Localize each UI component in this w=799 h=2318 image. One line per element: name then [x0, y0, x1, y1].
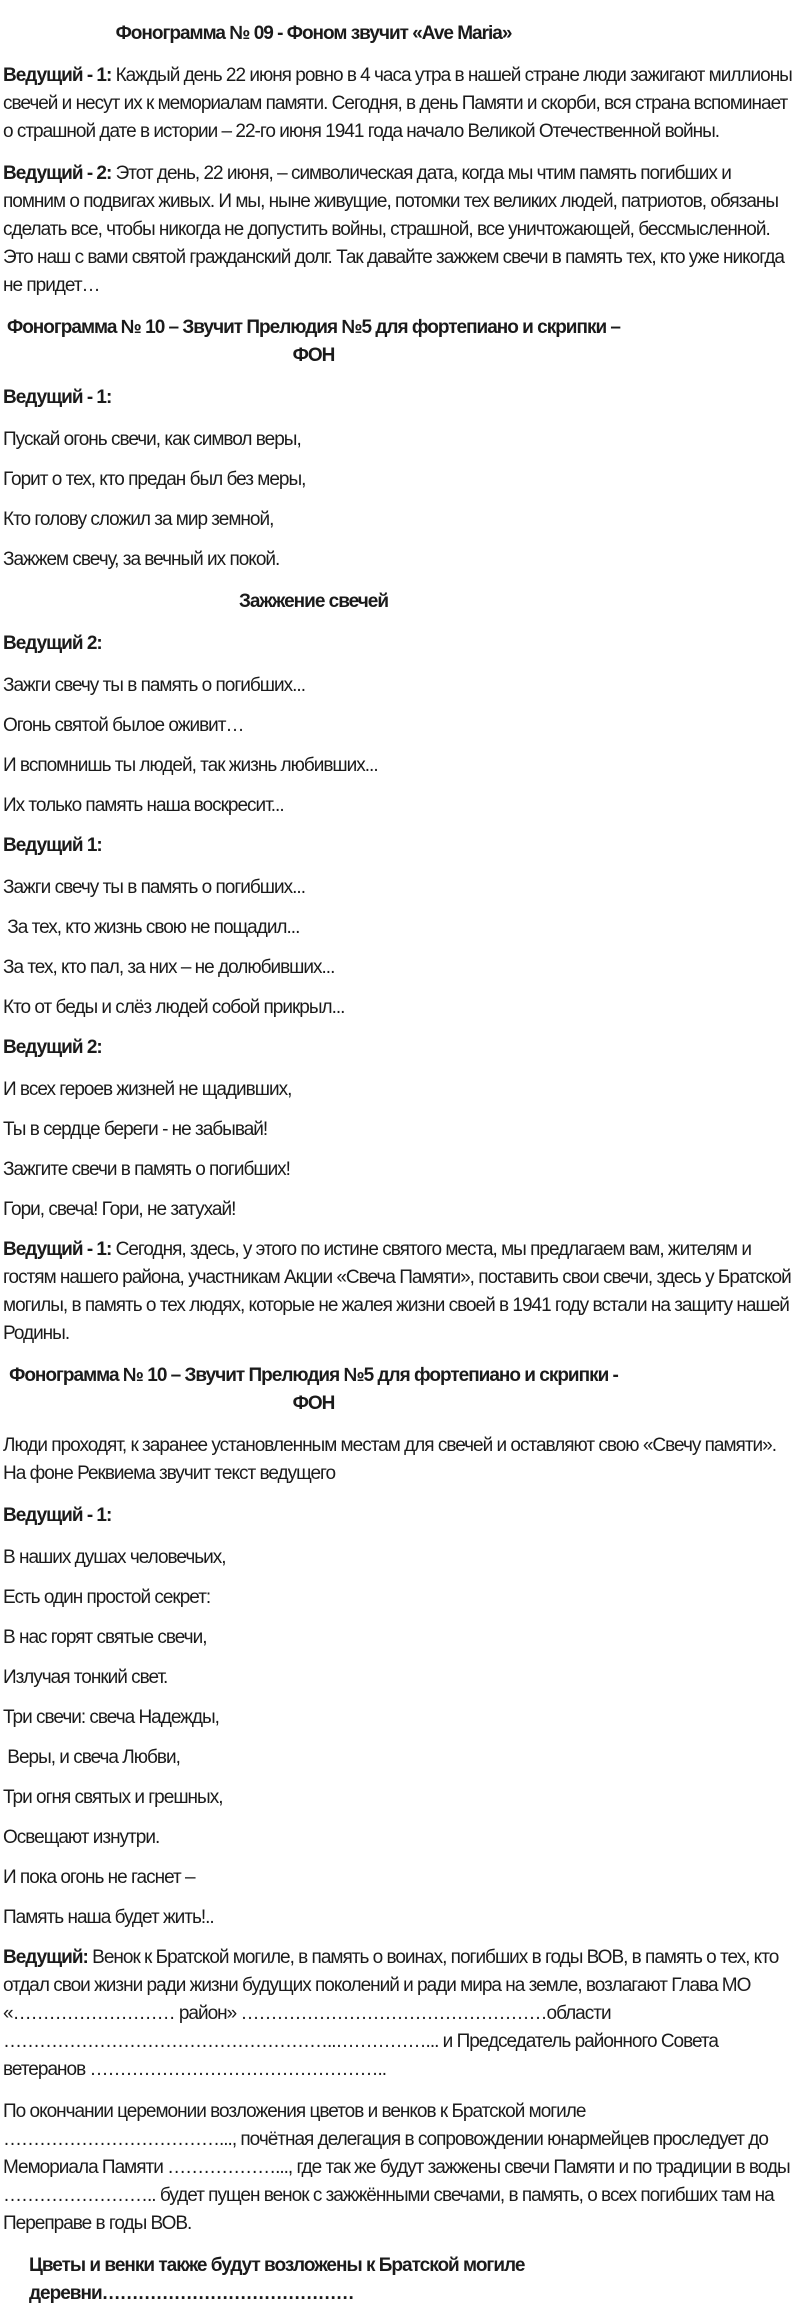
paragraph-text: В нас горят святые свечи, — [3, 1627, 207, 1648]
paragraph-text: Три огня святых и грешных, — [3, 1787, 223, 1808]
paragraph-text: За тех, кто жизнь свою не пощадил... — [3, 917, 300, 938]
poem-line — [3, 1544, 794, 1572]
paragraph-text: Есть один простой секрет: — [3, 1587, 211, 1608]
paragraph-text: Цветы и венки также будут возложены к Братской могиле деревни…………………………………… — [29, 2255, 529, 2304]
poem-line — [3, 874, 794, 902]
speaker-paragraph — [3, 832, 794, 860]
poem-line — [3, 466, 794, 494]
paragraph-text: Кто от беды и слёз людей собой прикрыл... — [3, 997, 345, 1018]
paragraph-text: Три свечи: свеча Надежды, — [3, 1707, 219, 1728]
speaker-paragraph — [3, 1432, 794, 1488]
paragraph-text: Зажги свечу ты в память о погибших... — [3, 877, 305, 898]
heading-text: Фонограмма № 10 – Звучит Прелюдия №5 для фортепиано и скрипки – ФОН — [6, 317, 625, 366]
poem-line — [3, 1784, 794, 1812]
speaker-label: Ведущий - 2: — [3, 163, 112, 184]
poem-line — [3, 1864, 794, 1892]
poem-line — [3, 1196, 794, 1224]
paragraph-text: Каждый день 22 июня ровно в 4 часа утра в нашей стране люди зажигают миллионы свечей и несут их к мемориалам памяти. Сегодня, в день Памяти и скорби, вся страна вспоминает о страшной дате в истории – 22-го июня 1941 года начало Великой Отечественной войны. — [3, 65, 797, 142]
speaker-paragraph — [3, 2098, 794, 2238]
paragraph-text: Гори, свеча! Гори, не затухай! — [3, 1199, 236, 1220]
poem-line — [3, 506, 794, 534]
paragraph-text: Веры, и свеча Любви, — [3, 1747, 180, 1768]
poem-line — [3, 1584, 794, 1612]
speaker-label: Ведущий - 1: — [3, 1239, 112, 1260]
poem-line — [3, 1744, 794, 1772]
paragraph-text: Их только память наша воскресит... — [3, 795, 284, 816]
paragraph-text: За тех, кто пал, за них – не долюбивших... — [3, 957, 335, 978]
poem-line — [3, 1704, 794, 1732]
poem-line — [3, 672, 794, 700]
speaker-label: Ведущий - 1: — [3, 65, 112, 86]
paragraph-text: Зажги свечу ты в память о погибших... — [3, 675, 305, 696]
speaker-label: Ведущий: — [3, 1947, 88, 1968]
section-heading — [3, 1362, 624, 1418]
speaker-label: Ведущий - 1: — [3, 387, 112, 408]
section-heading — [3, 20, 624, 48]
speaker-paragraph — [3, 384, 794, 412]
paragraph-text: И пока огонь не гаснет – — [3, 1867, 195, 1888]
paragraph-text: Сегодня, здесь, у этого по истине святого места, мы предлагаем вам, жителям и гостям нашего района, участникам Акции «Свеча Памяти», поставить свои свечи, здесь у Братской могилы, в память о тех людях, которые не жалея жизни своей в 1941 году встали на защиту нашей Родины. — [3, 1239, 796, 1344]
paragraph-text: По окончании церемонии возложения цветов и венков к Братской могиле ………………………………..., почётная делегация в сопровождении юнармейцев проследует до Мемориала Памяти ………………..., где так же будут зажжены свечи Памяти и по традиции в воды …………………….. будет пущен венок с зажжёнными свечами, в память, о всех погибших там на Переправе в годы ВОВ. — [3, 2101, 794, 2234]
poem-line — [3, 994, 794, 1022]
paragraph-text: Пускай огонь свечи, как символ веры, — [3, 429, 301, 450]
speaker-paragraph — [3, 1236, 794, 1348]
paragraph-text: И всех героев жизней не щадивших, — [3, 1079, 292, 1100]
paragraph-text: Кто голову сложил за мир земной, — [3, 509, 274, 530]
paragraph-text: Ты в сердце береги - не забывай! — [3, 1119, 268, 1140]
paragraph-text: Огонь святой былое оживит… — [3, 715, 244, 736]
poem-line — [3, 954, 794, 982]
speaker-label: Ведущий - 1: — [3, 1505, 112, 1526]
poem-line — [3, 426, 794, 454]
poem-line — [3, 792, 794, 820]
poem-line — [3, 712, 794, 740]
paragraph-text: Этот день, 22 июня, – символическая дата, когда мы чтим память погибших и помним о подвигах живых. И мы, ныне живущие, потомки тех великих людей, патриотов, обязаны сделать все, чтобы никогда не допустить войны, страшной, все уничтожающей, бессмысленной. Это наш с вами святой гражданский долг. Так давайте зажжем свечи в память тех, кто уже никогда не придет… — [3, 163, 789, 296]
heading-text: Фонограмма № 10 – Звучит Прелюдия №5 для фортепиано и скрипки - ФОН — [9, 1365, 623, 1414]
paragraph-text: Венок к Братской могиле, в память о воинах, погибших в годы ВОВ, в память о тех, кто отдал свои жизни ради жизни будущих поколений и ради мира на земле, возлагают Глава МО «……………………… район» ……………………………………………области ………………………………………………..……………... и Председатель районного Совета ветеранов ………………………………………….. — [3, 1947, 783, 2080]
poem-line — [3, 1156, 794, 1184]
speaker-paragraph — [3, 160, 794, 300]
paragraph-text: Зажгите свечи в память о погибших! — [3, 1159, 290, 1180]
speaker-label: Ведущий 2: — [3, 1037, 102, 1058]
speaker-paragraph — [3, 1034, 794, 1062]
paragraph-text: Память наша будет жить!.. — [3, 1907, 214, 1928]
poem-line — [3, 546, 794, 574]
speaker-paragraph — [3, 1502, 794, 1530]
section-heading — [3, 314, 624, 370]
poem-line — [3, 1824, 794, 1852]
section-heading — [3, 588, 624, 616]
speaker-paragraph — [3, 1944, 794, 2084]
heading-text: Зажжение свечей — [238, 591, 389, 612]
poem-line — [3, 914, 794, 942]
closing-paragraph — [3, 2252, 794, 2308]
poem-line — [3, 752, 794, 780]
poem-line — [3, 1076, 794, 1104]
paragraph-text: Люди проходят, к заранее установленным местам для свечей и оставляют свою «Свечу памяти». На фоне Реквиема звучит текст ведущего — [3, 1435, 781, 1484]
speaker-paragraph — [3, 62, 797, 146]
paragraph-text: Горит о тех, кто предан был без меры, — [3, 469, 306, 490]
poem-line — [3, 1624, 794, 1652]
paragraph-text: Освещают изнутри. — [3, 1827, 160, 1848]
poem-line — [3, 1904, 794, 1932]
paragraph-text: И вспомнишь ты людей, так жизнь любивших... — [3, 755, 378, 776]
paragraph-text: Излучая тонкий свет. — [3, 1667, 168, 1688]
heading-text: Фонограмма № 09 - Фоном звучит «Ave Maria» — [115, 23, 512, 44]
speaker-label: Ведущий 2: — [3, 633, 102, 654]
poem-line — [3, 1664, 794, 1692]
speaker-paragraph — [3, 630, 794, 658]
speaker-label: Ведущий 1: — [3, 835, 102, 856]
paragraph-text: В наших душах человечьих, — [3, 1547, 226, 1568]
poem-line — [3, 1116, 794, 1144]
paragraph-text: Зажжем свечу, за вечный их покой. — [3, 549, 280, 570]
